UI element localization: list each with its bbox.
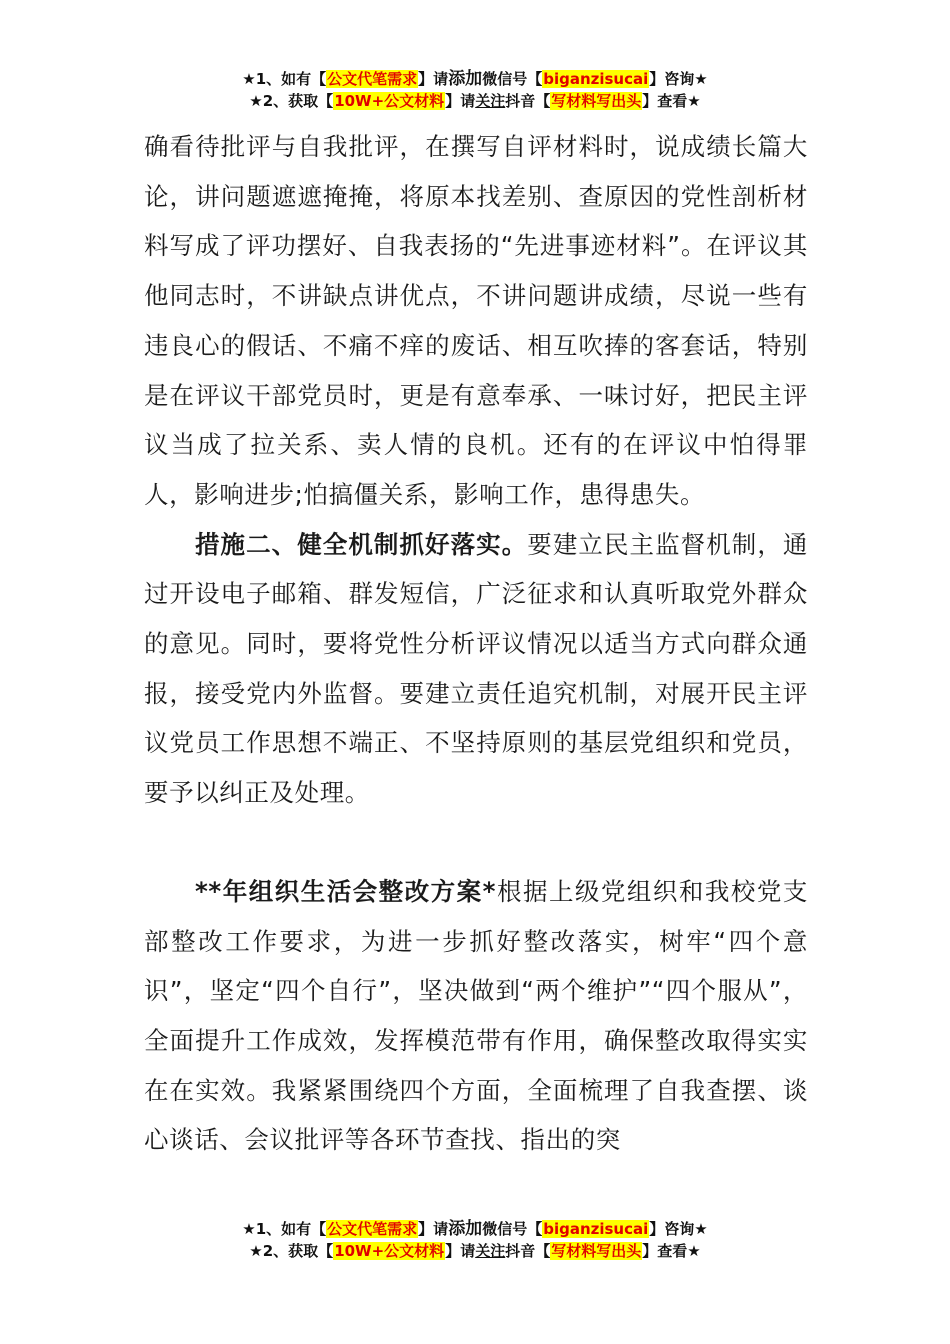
banner-text: 微信号【 [482, 1220, 543, 1238]
section-title: **年组织生活会整改方案* [195, 876, 497, 906]
banner-highlight: 写材料写出头 [551, 1242, 642, 1260]
banner-line-1 [0, 1218, 950, 1240]
banner-text: 抖音【 [505, 1242, 551, 1260]
paragraph-2 [144, 520, 808, 818]
banner-text: ★1、如有【 [242, 70, 327, 88]
banner-line-1 [0, 68, 950, 90]
banner-text: 】请 [418, 70, 449, 88]
banner-text: 】咨询★ [649, 70, 708, 88]
header-banner [0, 68, 950, 112]
paragraph-3 [144, 867, 808, 1165]
measure-heading: 措施二、健全机制抓好落实。 [195, 529, 528, 559]
banner-emphasis: 关注 [475, 92, 506, 110]
banner-text: ★1、如有【 [242, 1220, 327, 1238]
banner-text: ★2、获取【 [249, 1242, 334, 1260]
banner-highlight: biganzisucai [543, 1220, 649, 1238]
banner-highlight: 10W+公文材料 [334, 1242, 445, 1260]
banner-emphasis: 添加 [448, 69, 483, 89]
banner-text: 】请 [418, 1220, 449, 1238]
banner-text: 】咨询★ [649, 1220, 708, 1238]
paragraph-spacer [144, 818, 808, 867]
banner-highlight: 写材料写出头 [551, 92, 642, 110]
banner-text: 】请 [445, 1242, 476, 1260]
document-body [144, 122, 808, 1165]
banner-text: 】请 [445, 92, 476, 110]
banner-line-2 [0, 90, 950, 112]
banner-highlight: biganzisucai [543, 70, 649, 88]
paragraph-2-text: 要建立民主监督机制，通过开设电子邮箱、群发短信，广泛征求和认真听取党外群众的意见。同时，要将党性分析评议情况以适当方式向群众通报，接受党内外监督。要建立责任追究机制，对展开民主评议党员工作思想不端正、不坚持原则的基层党组织和党员，要予以纠正及处理。 [144, 529, 808, 808]
banner-text: ★2、获取【 [249, 92, 334, 110]
paragraph-1: 确看待批评与自我批评，在撰写自评材料时，说成绩长篇大论，讲问题遮遮掩掩，将原本找差别、查原因的党性剖析材料写成了评功摆好、自我表扬的“先进事迹材料”。在评议其他同志时，不讲缺点讲优点，不讲问题讲成绩，尽说一些有违良心的假话、不痛不痒的废话、相互吹捧的客套话，特别是在评议干部党员时，更是有意奉承、一味讨好，把民主评议当成了拉关系、卖人情的良机。还有的在评议中怕得罪人，影响进步;怕搞僵关系，影响工作，患得患失。 [144, 132, 808, 509]
banner-text: 微信号【 [482, 70, 543, 88]
banner-emphasis: 关注 [475, 1242, 506, 1260]
banner-text: 】查看★ [642, 92, 701, 110]
banner-highlight: 公文代笔需求 [327, 70, 418, 88]
paragraph-3-text: 根据上级党组织和我校党支部整改工作要求，为进一步抓好整改落实，树牢“四个意识”，坚定“四个自行”，坚决做到“两个维护”“四个服从”，全面提升工作成效，发挥模范带有作用，确保整改取得实实在在实效。我紧紧围绕四个方面，全面梳理了自我查摆、谈心谈话、会议批评等各环节查找、指出的突 [144, 876, 808, 1155]
banner-text: 抖音【 [505, 92, 551, 110]
footer-banner [0, 1218, 950, 1262]
banner-text: 】查看★ [642, 1242, 701, 1260]
banner-line-2 [0, 1240, 950, 1262]
banner-highlight: 10W+公文材料 [334, 92, 445, 110]
banner-highlight: 公文代笔需求 [327, 1220, 418, 1238]
banner-emphasis: 添加 [448, 1219, 483, 1239]
